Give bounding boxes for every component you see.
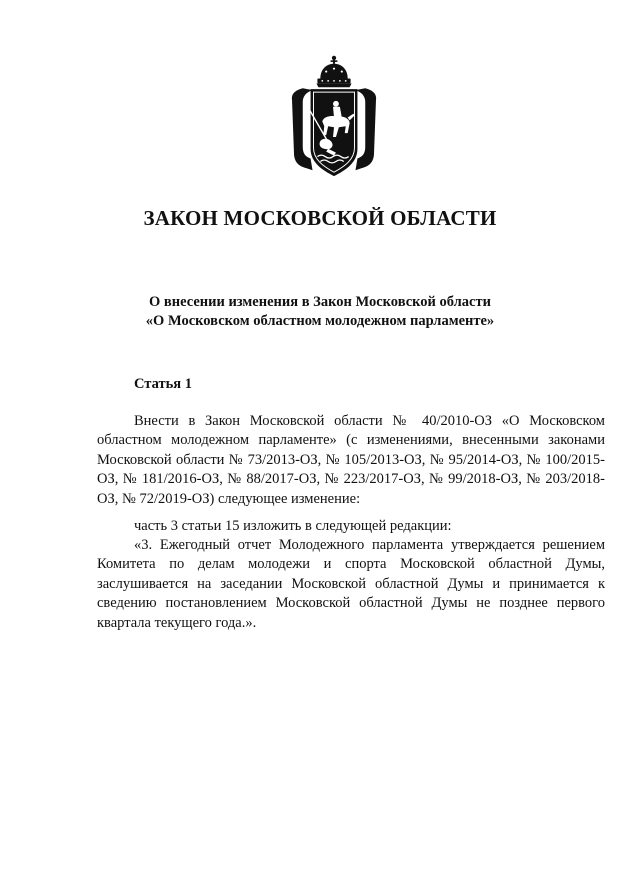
article-heading: Статья 1 [134, 376, 192, 392]
law-subtitle [0, 293, 640, 331]
crown-icon [316, 56, 351, 87]
paragraph-part-reference: часть 3 статьи 15 изложить в следующей редакции: [134, 518, 452, 534]
law-title: ЗАКОН МОСКОВСКОЙ ОБЛАСТИ [143, 206, 497, 230]
paragraph-new-wording: «3. Ежегодный отчет Молодежного парламента утверждается решением Комитета по делам молодежи и спорта Московской областной Думы, заслушивается на заседании Московской областной Думы и принимается к сведению постановлением Московской областной Думы не позднее первого квартала текущего года.». [97, 537, 605, 631]
paragraph-amendment-intro: Внести в Закон Московской области № 40/2010-ОЗ «О Московском областном молодежном парламенте» (с изменениями, внесенными законами Московской области № 73/2013-ОЗ, № 105/2013-ОЗ, № 95/2014-ОЗ, № 100/2015-ОЗ, № 181/2016-ОЗ, № 88/2017-ОЗ, № 223/2017-ОЗ, № 99/2018-ОЗ, № 203/2018-ОЗ, № 72/2019-ОЗ) следующее изменение: [97, 413, 605, 507]
subtitle-line-2: «О Московском областном молодежном парламенте» [145, 313, 495, 329]
subtitle-line-1: О внесении изменения в Закон Московской области [149, 294, 491, 310]
moscow-oblast-coat-of-arms-icon [285, 55, 383, 180]
